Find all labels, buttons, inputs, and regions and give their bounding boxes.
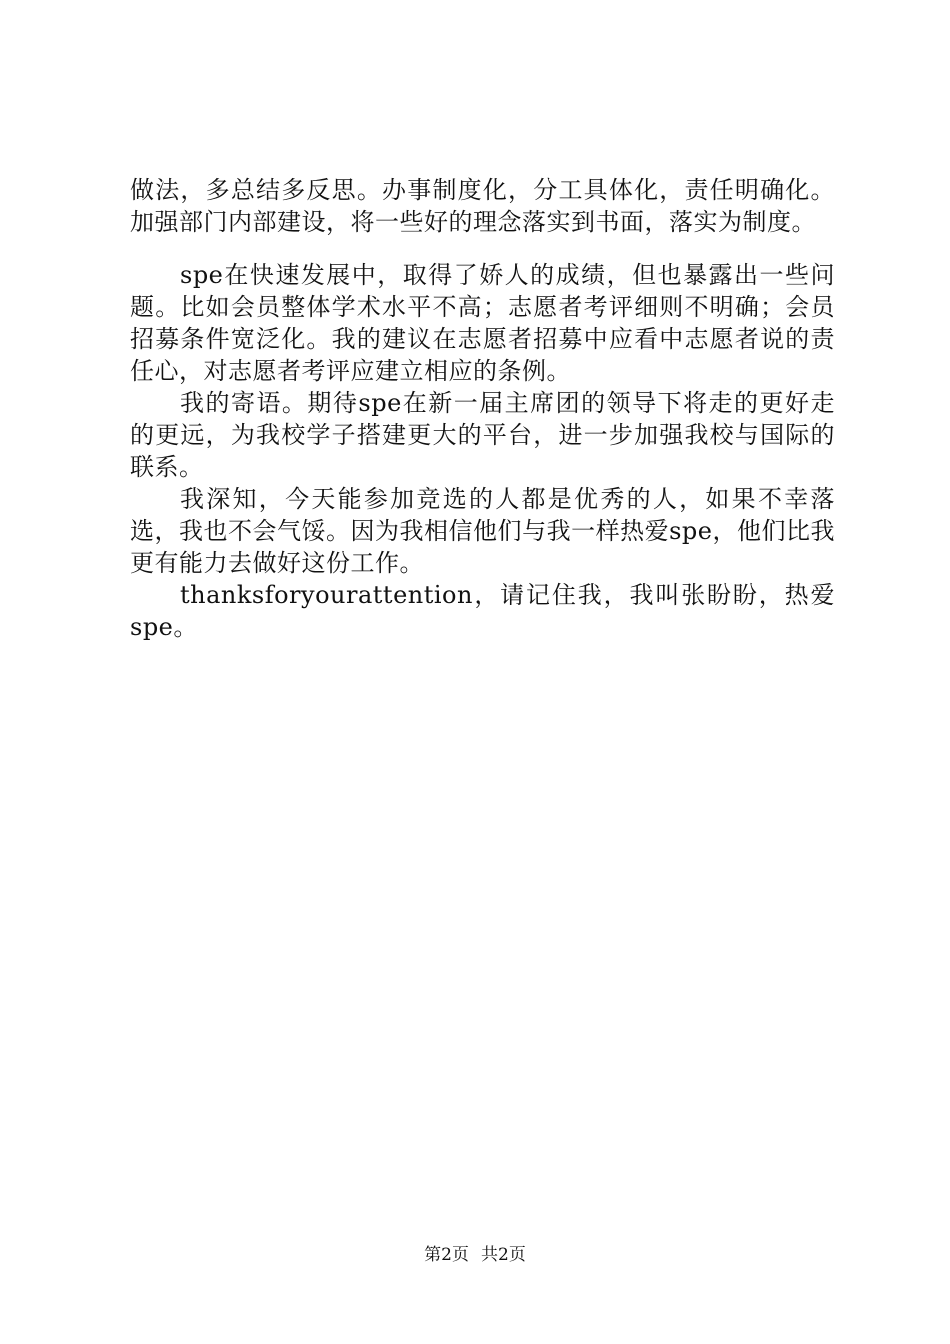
paragraph-election: 我深知，今天能参加竞选的人都是优秀的人，如果不幸落选，我也不会气馁。因为我相信他们与我一样热爱spe，他们比我更有能力去做好这份工作。: [130, 485, 835, 577]
page-number: 第2页: [424, 1245, 469, 1265]
paragraph-continuation: 做法，多总结多反思。办事制度化，分工具体化，责任明确化。加强部门内部建设，将一些好的理念落实到书面，落实为制度。: [130, 176, 835, 236]
page-footer: [0, 1244, 950, 1266]
paragraph-wishes: 我的寄语。期待spe在新一届主席团的领导下将走的更好走的更远，为我校学子搭建更大的平台，进一步加强我校与国际的联系。: [130, 389, 835, 481]
page-total: 共2页: [481, 1245, 526, 1265]
paragraph-closing: thanksforyourattention，请记住我，我叫张盼盼，热爱spe。: [130, 581, 835, 641]
paragraph-spacer: [130, 238, 835, 259]
paragraph-problems: spe在快速发展中，取得了娇人的成绩，但也暴露出一些问题。比如会员整体学术水平不高；志愿者考评细则不明确；会员招募条件宽泛化。我的建议在志愿者招募中应看中志愿者说的责任心，对志愿者考评应建立相应的条例。: [130, 261, 835, 385]
document-body: [130, 174, 835, 643]
